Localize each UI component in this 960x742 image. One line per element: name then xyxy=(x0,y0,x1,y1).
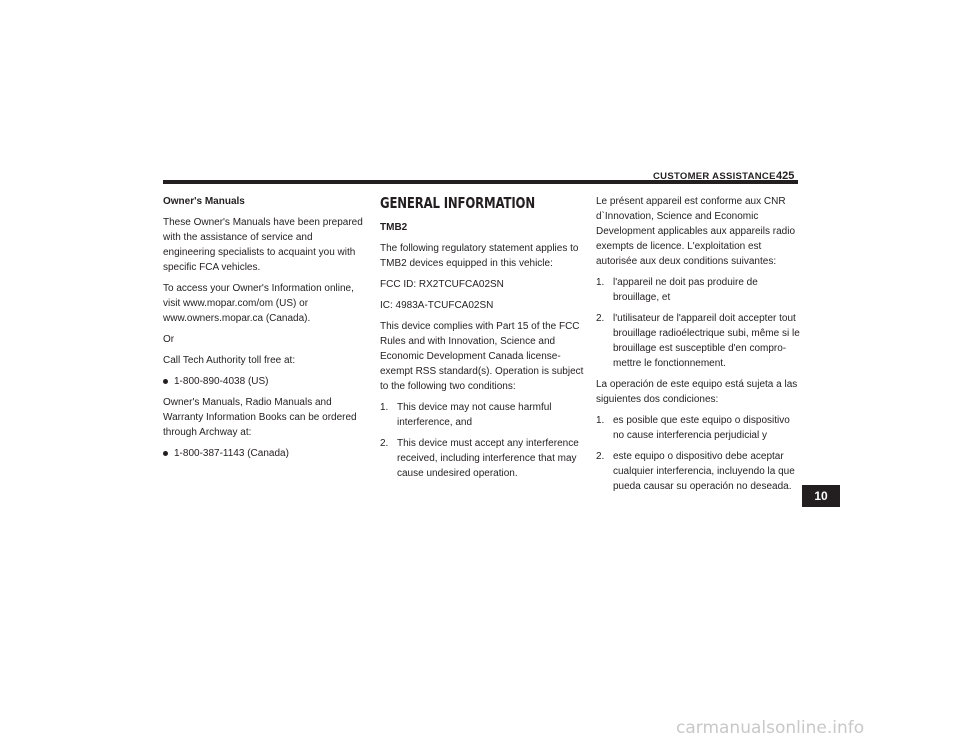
page-number: 425 xyxy=(776,170,795,182)
list-number: 2. xyxy=(596,451,605,462)
bullet-item xyxy=(163,374,367,389)
general-information-heading: GENERAL INFORMATION xyxy=(380,194,535,212)
paragraph: Or xyxy=(163,334,175,345)
list-text: l'utilisateur de l'appareil doit accepter tout brouillage radioélectrique subi, même si le brouillage est susceptible d'en compro-mettre le fonctionnement. xyxy=(613,313,800,369)
paragraph: This device complies with Part 15 of the FCC Rules and with Innovation, Science and Economic Development Canada license-exempt RSS standard(s). Operation is subject to the following two conditions: xyxy=(380,321,584,392)
list-item xyxy=(596,275,800,305)
list-item xyxy=(380,400,584,430)
paragraph: Call Tech Authority toll free at: xyxy=(163,355,296,366)
list-number: 1. xyxy=(596,415,605,426)
list-text: es posible que este equipo o dispositivo no cause interferencia perjudicial y xyxy=(613,415,790,441)
bullet-icon xyxy=(163,379,168,384)
phone-us: 1-800-890-4038 (US) xyxy=(174,376,269,387)
list-text: This device must accept any interference received, including interference that may cause undesired operation. xyxy=(397,438,579,479)
paragraph: Le présent appareil est conforme aux CNR d`Innovation, Science and Economic Development applicables aux appareils radio exempts de licence. L'exploitation est autorisée aux deux conditions suivantes: xyxy=(596,196,796,267)
list-text: This device may not cause harmful interference, and xyxy=(397,402,552,428)
paragraph: The following regulatory statement applies to TMB2 devices equipped in this vehicle: xyxy=(380,243,579,269)
chapter-tab: 10 xyxy=(802,485,840,507)
list-item xyxy=(380,436,584,481)
list-item xyxy=(596,311,800,371)
owners-manuals-heading: Owner's Manuals xyxy=(163,196,245,207)
bullet-item xyxy=(163,446,367,461)
fcc-id: FCC ID: RX2TCUFCA02SN xyxy=(380,279,504,290)
column-owners-manuals xyxy=(163,194,367,467)
list-text: este equipo o dispositivo debe aceptar cualquier interferencia, incluyendo la que pueda causar su operación no deseada. xyxy=(613,451,795,492)
bullet-icon xyxy=(163,451,168,456)
list-number: 2. xyxy=(380,438,389,449)
paragraph: Owner's Manuals, Radio Manuals and Warranty Information Books can be ordered through Archway at: xyxy=(163,397,357,438)
tmb2-heading: TMB2 xyxy=(380,222,408,233)
column-regulatory-translations xyxy=(596,194,800,500)
paragraph: To access your Owner's Information online, visit www.mopar.com/om (US) or www.owners.mopar.ca (Canada). xyxy=(163,283,354,324)
list-item xyxy=(596,449,800,494)
list-number: 1. xyxy=(380,402,389,413)
section-title: CUSTOMER ASSISTANCE xyxy=(653,171,776,182)
ic-id: IC: 4983A-TCUFCA02SN xyxy=(380,300,494,311)
paragraph: La operación de este equipo está sujeta a las siguientes dos condiciones: xyxy=(596,379,798,405)
list-text: l'appareil ne doit pas produire de brouillage, et xyxy=(613,277,758,303)
watermark: carmanualsonline.info xyxy=(676,718,865,738)
list-number: 2. xyxy=(596,313,605,324)
phone-canada: 1-800-387-1143 (Canada) xyxy=(174,448,289,459)
list-number: 1. xyxy=(596,277,605,288)
list-item xyxy=(596,413,800,443)
paragraph: These Owner's Manuals have been prepared with the assistance of service and engineering specialists to acquaint you with specific FCA vehicles. xyxy=(163,217,363,273)
column-general-information xyxy=(380,194,584,487)
